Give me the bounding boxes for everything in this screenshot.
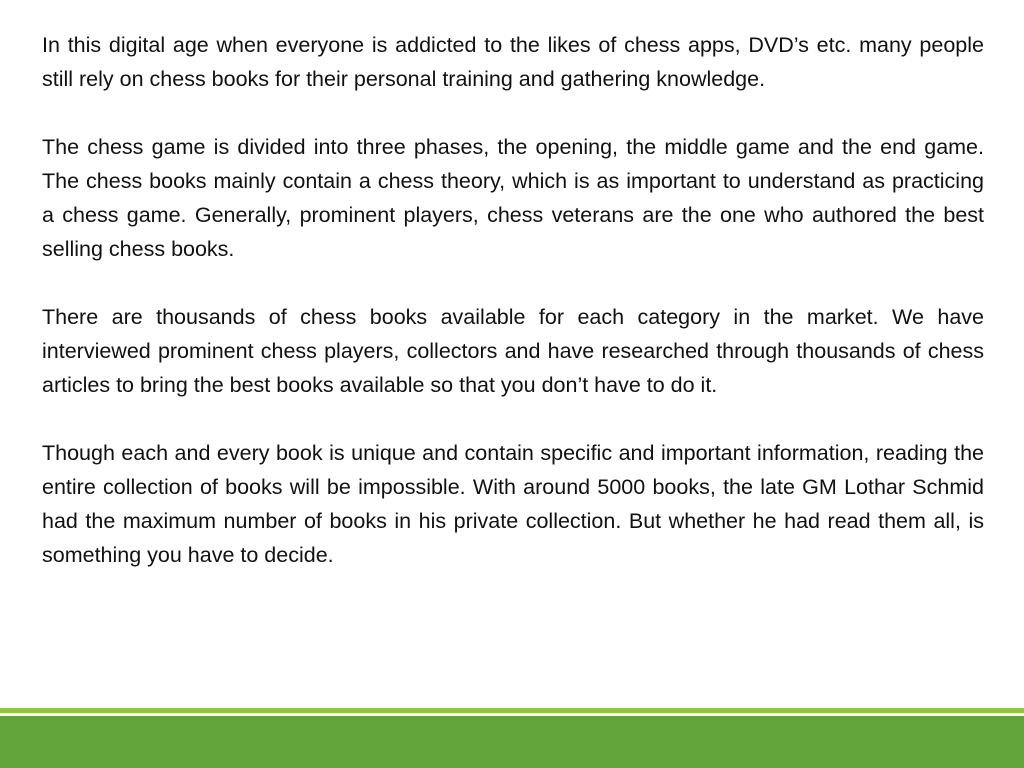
paragraph-phases: The chess game is divided into three phases, the opening, the middle game and the end game. The chess books mainly contain a chess theory, which is as important to understand as practicing a chess game. Generally, prominent players, chess veterans are the one who authored the best selling chess books. (42, 135, 984, 261)
body-text (42, 28, 984, 572)
footer-accent-line (0, 708, 1024, 713)
paragraph-collection: Though each and every book is unique and contain specific and important information, reading the entire collection of books will be impossible. With around 5000 books, the late GM Lothar Schmid had the maximum number of books in his private collection. But whether he had read them all, is something you have to decide. (42, 441, 984, 567)
paragraph-intro: In this digital age when everyone is addicted to the likes of chess apps, DVD’s etc. many people still rely on chess books for their personal training and gathering knowledge. (42, 33, 984, 91)
paragraph-research: There are thousands of chess books available for each category in the market. We have interviewed prominent chess players, collectors and have researched through thousands of chess articles to bring the best books available so that you don’t have to do it. (42, 305, 984, 397)
footer-band (0, 716, 1024, 768)
